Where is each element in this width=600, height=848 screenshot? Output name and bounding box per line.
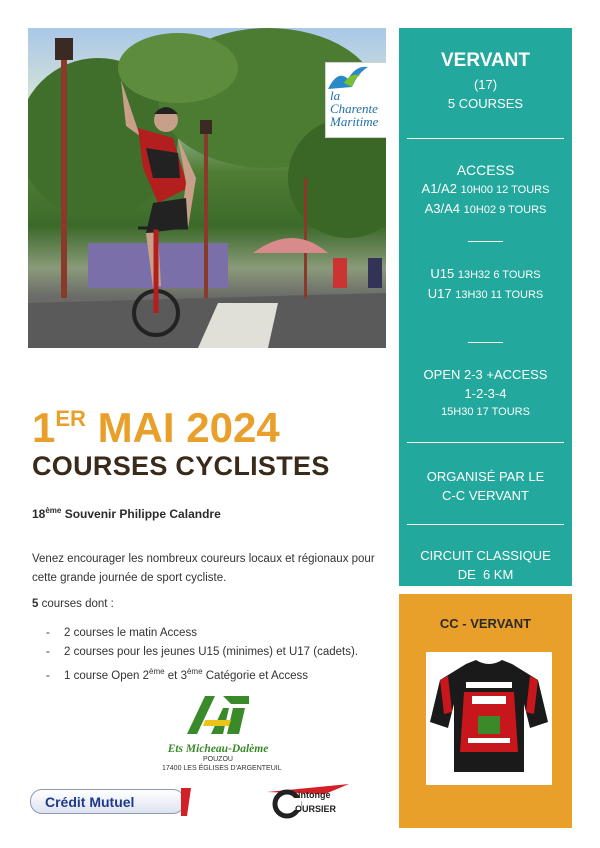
souvenir-num: 18	[32, 507, 46, 521]
event-date	[32, 395, 280, 452]
bird-icon	[326, 63, 370, 91]
divider	[407, 524, 564, 525]
circuit-line-2: DE 6 KM	[457, 567, 514, 582]
club-panel	[399, 594, 572, 828]
logo-line-1: la	[330, 88, 341, 103]
circuit-line-1: CIRCUIT CLASSIQUE	[420, 548, 551, 563]
access-a3a4	[399, 201, 572, 216]
club-title: CC - VERVANT	[439, 616, 532, 631]
list-item-text: 2 courses le matin Access	[64, 627, 197, 639]
divider	[407, 442, 564, 443]
jersey-image	[426, 652, 552, 785]
a3a4-detail: 10H02 9 TOURS	[463, 204, 547, 216]
md-monogram-icon	[183, 694, 253, 736]
souvenir-text: Souvenir Philippe Calandre	[61, 507, 221, 521]
saintonge-text: aintonge	[293, 790, 331, 800]
list-item: - 2 courses le matin Access	[46, 627, 197, 639]
open-title: OPEN 2-3 +ACCESS	[423, 367, 548, 382]
races-num: 5	[32, 598, 39, 610]
jersey-icon	[426, 652, 552, 785]
micheau-town-1: POUZOU	[203, 756, 233, 763]
saintonge-coursier-logo	[265, 780, 350, 820]
micheau-daleme-logo	[162, 694, 282, 773]
organiser-line-1: ORGANISÉ PAR LE	[426, 469, 545, 484]
short-divider	[468, 241, 503, 242]
souvenir-line	[32, 506, 221, 521]
credit-mutuel-name: Crédit Mutuel	[45, 794, 135, 810]
u17-detail: 13H30 11 TOURS	[455, 289, 544, 301]
date-day: 1	[32, 404, 56, 451]
races-count: 5 COURSES	[447, 96, 524, 111]
a1a2-label: A1/A2	[421, 181, 457, 196]
location: VERVANT	[440, 50, 531, 71]
micheau-town-2: 17400 LES ÉGLISES D'ARGENTEUIL	[162, 765, 282, 772]
a1a2-detail: 10H00 12 TOURS	[460, 184, 550, 196]
sup: ème	[186, 667, 203, 676]
races-text: courses dont :	[38, 598, 114, 610]
divider	[407, 138, 564, 139]
race-info-panel	[399, 28, 572, 586]
u15-line	[399, 266, 572, 281]
open-categories: 1-2-3-4	[464, 386, 507, 401]
intro-paragraph: Venez encourager les nombreux coureurs locaux et régionaux pour cette grande journée de sport cycliste.	[32, 553, 375, 584]
organiser-line-2: C-C VERVANT	[442, 488, 529, 503]
access-a1a2	[399, 181, 572, 196]
list-item-text: 1 course Open 2	[64, 669, 150, 682]
a3a4-label: A3/A4	[424, 201, 461, 216]
u15-label: U15	[430, 266, 455, 281]
saintonge-c-icon	[265, 780, 350, 820]
list-item-text: 2 courses pour les jeunes U15 (minimes) et U17 (cadets).	[64, 646, 359, 658]
list-item: - 2 courses pour les jeunes U15 (minimes) et U17 (cadets).	[46, 646, 359, 658]
logo-line-3: Maritime	[330, 114, 379, 129]
date-rest: MAI 2024	[85, 404, 280, 451]
logo-line-2: Charente	[330, 101, 378, 116]
credit-mutuel-logo	[30, 789, 185, 814]
red-stripe-icon	[181, 788, 191, 816]
coursier-text: OURSIER	[295, 804, 337, 814]
open-detail: 15H30 17 TOURS	[441, 406, 530, 418]
department: (17)	[473, 77, 498, 92]
sup: ème	[149, 667, 165, 676]
micheau-name: Ets Micheau-Dalème	[167, 743, 269, 755]
list-item-text: et 3	[164, 669, 187, 682]
souvenir-sup: ème	[45, 506, 62, 515]
races-list	[46, 624, 358, 686]
list-item: - 1 course Open 2ème et 3ème Catégorie et Access	[46, 667, 309, 682]
date-sup: ER	[55, 406, 86, 431]
cyclist-photo	[28, 28, 386, 348]
u15-detail: 13H32 6 TOURS	[457, 269, 541, 281]
short-divider	[468, 342, 503, 343]
list-item-text: Catégorie et Access	[202, 669, 309, 682]
u17-line	[399, 286, 572, 301]
charente-maritime-logo	[325, 62, 386, 138]
event-title: COURSES CYCLISTES	[32, 451, 330, 481]
access-title: ACCESS	[456, 162, 515, 178]
u17-label: U17	[427, 286, 452, 301]
races-summary	[32, 598, 114, 610]
